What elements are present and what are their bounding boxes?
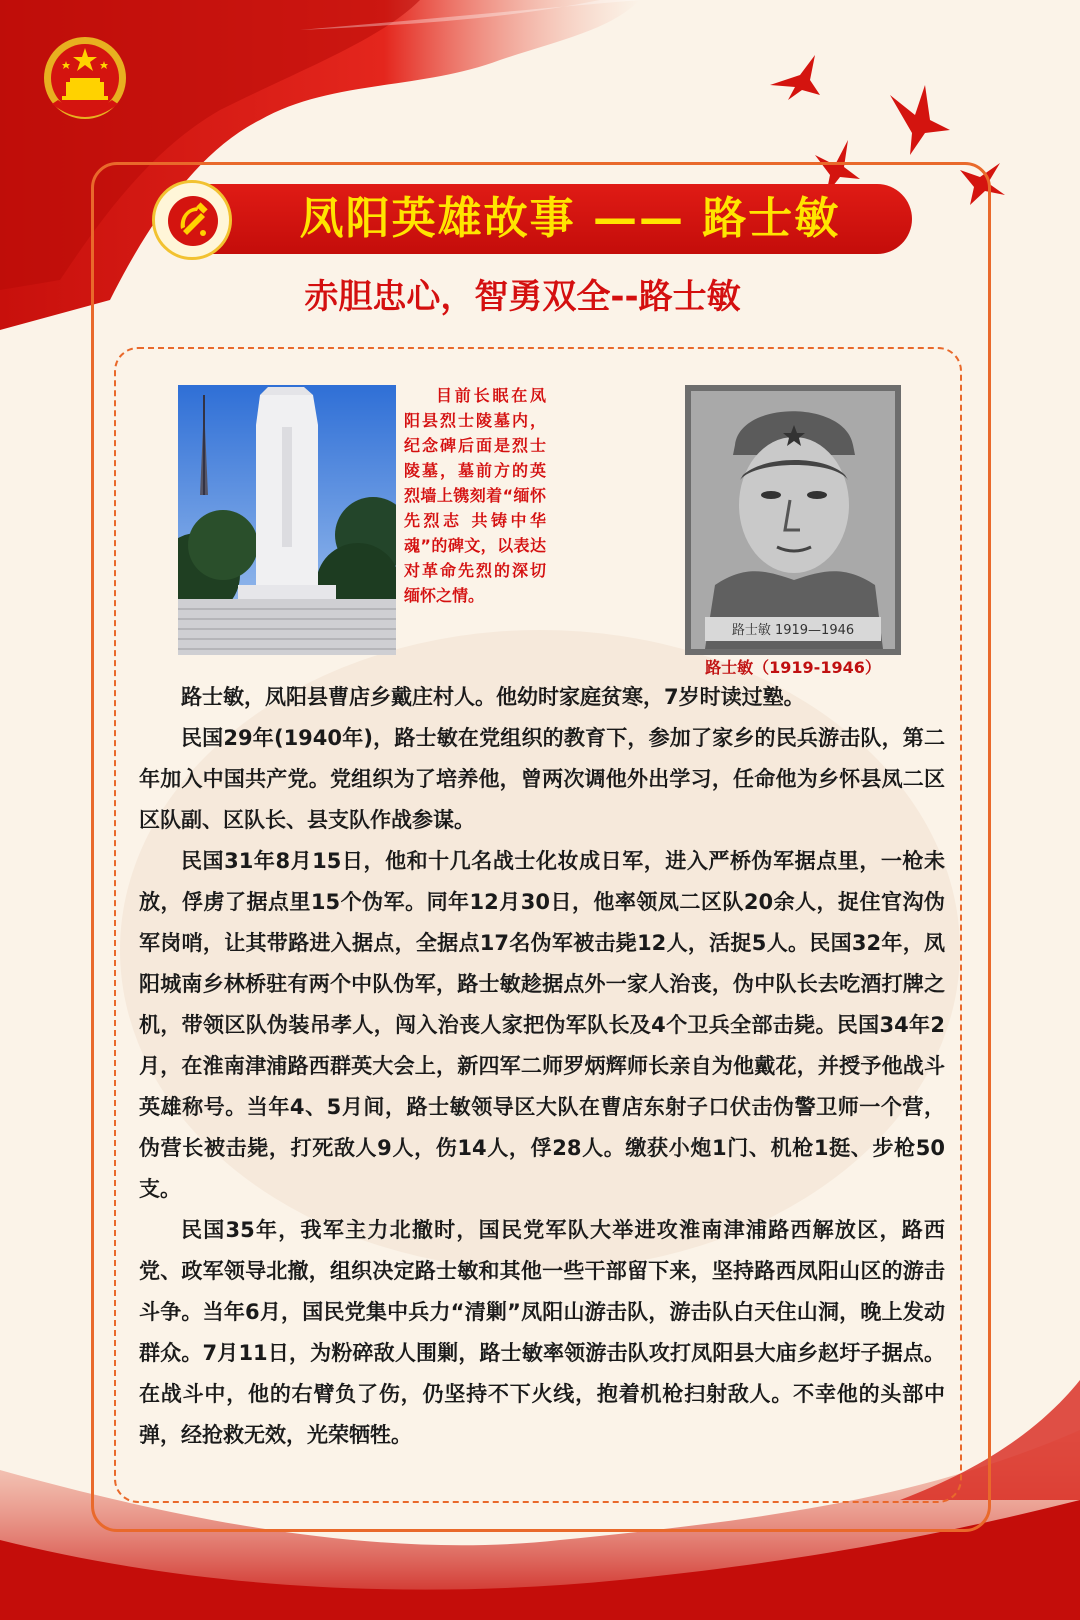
portrait-caption: 路士敏（1919-1946）	[705, 658, 881, 677]
page-title: 凤阳英雄故事 —— 路士敏	[299, 193, 841, 244]
monument-photo	[178, 385, 396, 655]
story-body	[139, 677, 945, 1456]
story-paragraph: 民国35年，我军主力北撤时，国民党军队大举进攻淮南津浦路西解放区，路西党、政军领导北撤，组织决定路士敏和其他一些干部留下来，坚持路西凤阳山区的游击斗争。当年6月，国民党集中兵力“清剿”凤阳山游击队，游击队白天住山洞，晚上发动群众。7月11日，为粉碎敌人围剿，路士敏率领游击队攻打凤阳县大庙乡赵圩子据点。在战斗中，他的右臂负了伤，仍坚持不下火线，抱着机枪扫射敌人。不幸他的头部中弹，经抢救无效，光荣牺牲。	[139, 1218, 945, 1447]
monument-caption: 目前长眠在凤阳县烈士陵墓内，纪念碑后面是烈士陵墓，墓前方的英烈墙上镌刻着“缅怀先烈志 共铸中华魂”的碑文，以表达对革命先烈的深切缅怀之情。	[404, 386, 546, 605]
story-paragraph: 民国31年8月15日，他和十几名战士化妆成日军，进入严桥伪军据点里，一枪未放，俘虏了据点里15个伪军。同年12月30日，他率领凤二区队20余人，捉住官沟伪军岗哨，让其带路进入据点，全据点17名伪军被击毙12人，活捉5人。民国32年，凤阳城南乡林桥驻有两个中队伪军，路士敏趁据点外一家人治丧，伪中队长去吃酒打牌之机，带领区队伪装吊孝人，闯入治丧人家把伪军队长及4个卫兵全部击毙。民国34年2月，在淮南津浦路西群英大会上，新四军二师罗炳辉师长亲自为他戴花，并授予他战斗英雄称号。当年4、5月间，路士敏领导区大队在曹店东射子口伏击伪警卫师一个营，伪营长被击毙，打死敌人9人，伤14人，俘28人。缴获小炮1门、机枪1挺、步枪50支。	[139, 849, 945, 1201]
story-paragraph: 路士敏，凤阳县曹店乡戴庄村人。他幼时家庭贫寒，7岁时读过塾。	[181, 685, 805, 709]
hero-portrait	[685, 385, 901, 655]
national-emblem-icon	[42, 34, 128, 126]
party-emblem-badge	[152, 180, 232, 260]
portrait-plaque: 路士敏 1919—1946	[731, 623, 855, 638]
page-subtitle: 赤胆忠心，智勇双全--路士敏	[304, 277, 741, 317]
party-emblem-icon	[167, 195, 219, 247]
story-paragraph: 民国29年(1940年)，路士敏在党组织的教育下，参加了家乡的民兵游击队，第二年加入中国共产党。党组织为了培养他，曾两次调他外出学习，任命他为乡怀县凤二区区队副、区队长、县支队作战参谋。	[139, 726, 945, 832]
